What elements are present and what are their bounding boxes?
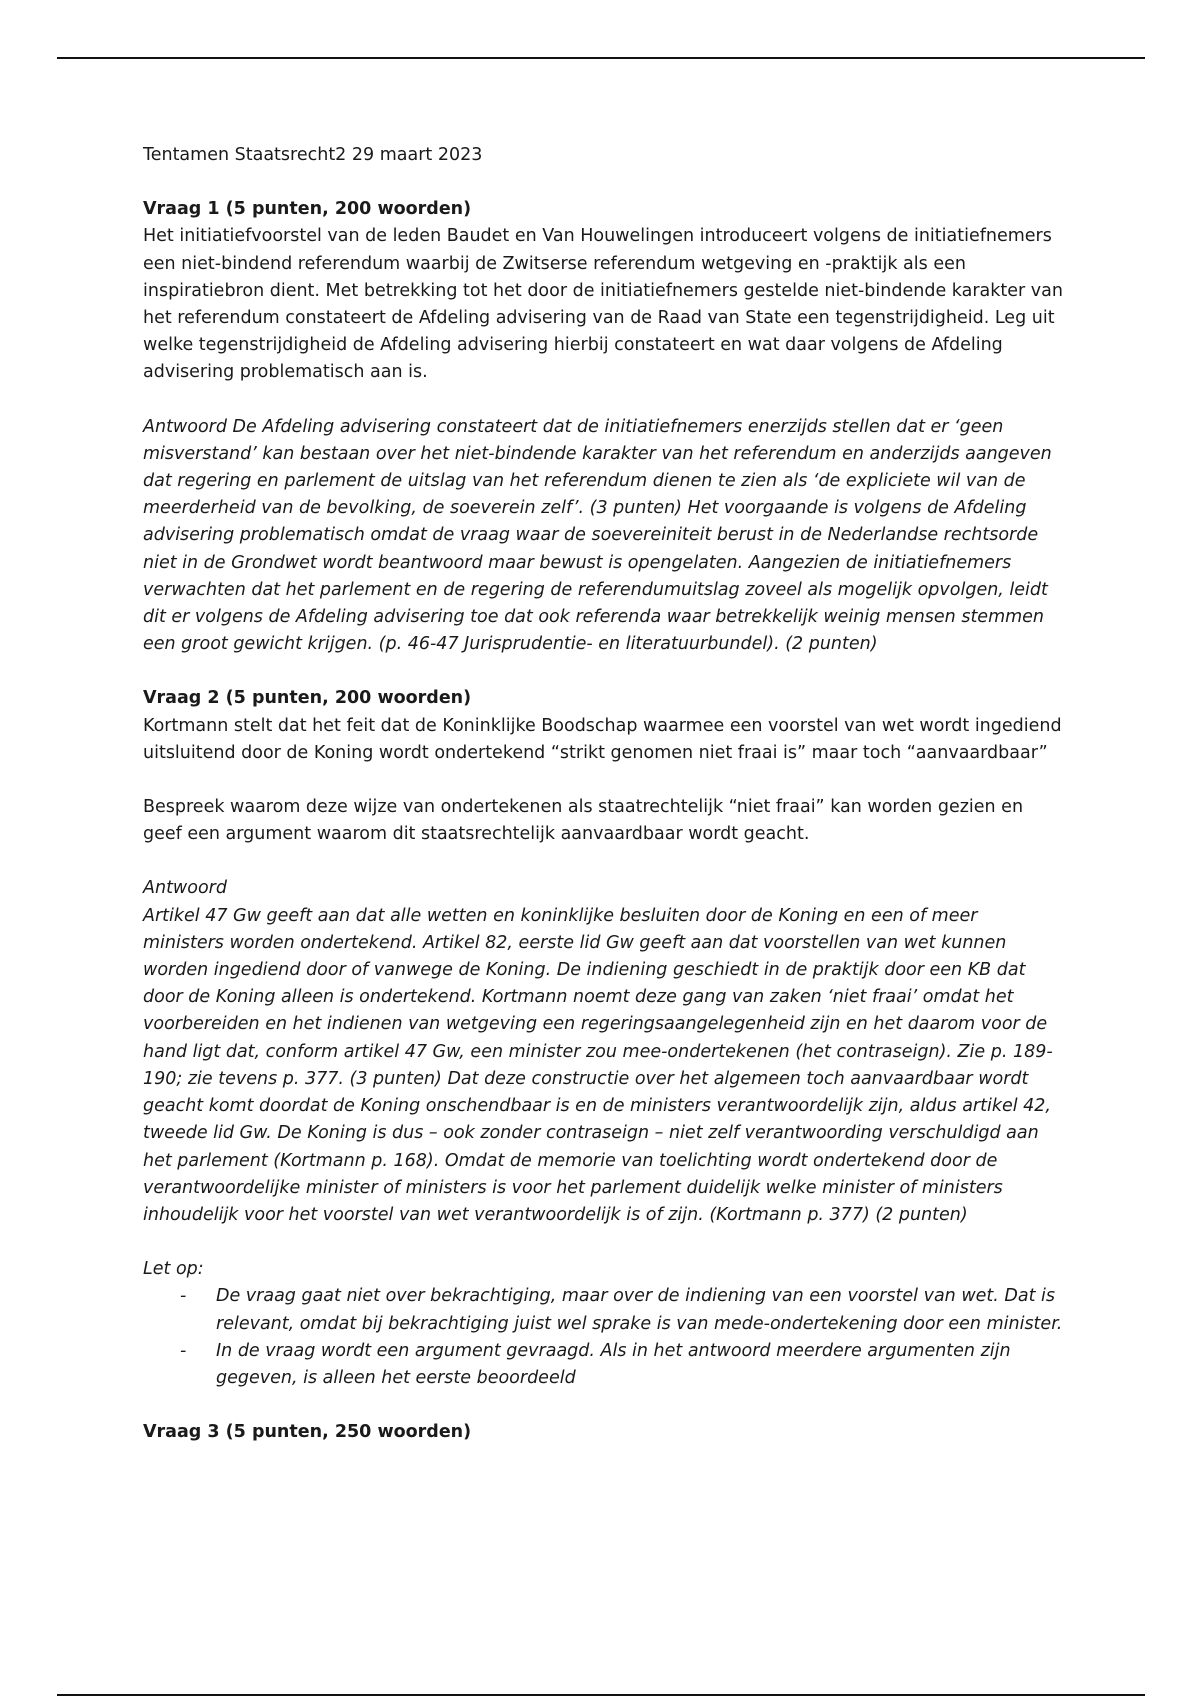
bullet-dash: - [180, 1286, 187, 1307]
question-3-heading: Vraag 3 (5 punten, 250 woorden) [143, 1422, 472, 1443]
question-2-answer: Artikel 47 Gw geeft aan dat alle wetten en koninklijke besluiten door de Koning en een of meer ministers worden ondertekend. Artikel 82, eerste lid Gw geeft aan dat voorstellen van wet kunnen worden ingediend door of vanwege de Koning. De indiening geschiedt in de praktijk door een KB dat door de Koning alleen is ondertekend. Kortmann noemt deze gang van zaken ‘niet fraai’ omdat het voorbereiden en het indienen van wetgeving een regeringsaangelegenheid zijn en het daarom voor de hand ligt dat, conform artikel 47 Gw, een minister zou mee-ondertekenen (het contraseign). Zie p. 189-190; zie tevens p. 377. (3 punten) Dat deze constructie over het algemeen toch aanvaardbaar wordt geacht komt doordat de Koning onschendbaar is en de ministers verantwoordelijk zijn, aldus artikel 42, tweede lid Gw. De Koning is dus – ook zonder contraseign – niet zelf verantwoording verschuldigd aan het parlement (Kortmann p. 168). Omdat de memorie van toelichting wordt ondertekend door de verantwoordelijke minister of ministers is voor het parlement duidelijk welke minister of ministers inhoudelijk voor het voorstel van wet verantwoordelijk is of zijn. (Kortmann p. 377) (2 punten) [143, 905, 1053, 1225]
header-rule [57, 57, 1145, 59]
question-2-intro: Kortmann stelt dat het feit dat de Koninklijke Boodschap waarmee een voorstel van wet wordt ingediend uitsluitend door de Koning wordt ondertekend “strikt genomen niet fraai is” maar toch “aanvaardbaar” [143, 715, 1062, 763]
document-body [143, 142, 1063, 1446]
question-2-text: Bespreek waarom deze wijze van ondertekenen als staatrechtelijk “niet fraai” kan worden gezien en geef een argument waarom dit staatsrechtelijk aanvaardbaar wordt geacht. [143, 797, 1024, 845]
note-item [143, 1338, 1063, 1392]
question-2-answer-label: Antwoord [143, 878, 227, 899]
note-text: In de vraag wordt een argument gevraagd. Als in het antwoord meerdere argumenten zijn gegeven, is alleen het eerste beoordeeld [216, 1340, 1011, 1388]
note-item [143, 1283, 1063, 1337]
document-title: Tentamen Staatsrecht2 29 maart 2023 [143, 145, 483, 165]
footer-rule [57, 1694, 1145, 1696]
bullet-dash: - [180, 1340, 187, 1361]
note-label: Let op: [143, 1259, 204, 1280]
note-list [143, 1283, 1063, 1392]
question-2-heading: Vraag 2 (5 punten, 200 woorden) [143, 688, 472, 709]
question-1-heading: Vraag 1 (5 punten, 200 woorden) [143, 199, 472, 220]
question-1-answer: Antwoord De Afdeling advisering constateert dat de initiatiefnemers enerzijds stellen dat er ‘geen misverstand’ kan bestaan over het niet-bindende karakter van het referendum en anderzijds aangeven dat regering en parlement de uitslag van het referendum dienen te zien als ‘de expliciete wil van de meerderheid van de bevolking, de soeverein zelf’. (3 punten) Het voorgaande is volgens de Afdeling advisering problematisch omdat de vraag waar de soevereiniteit berust in de Nederlandse rechtsorde niet in de Grondwet wordt beantwoord maar bewust is opengelaten. Aangezien de initiatiefnemers verwachten dat het parlement en de regering de referendumuitslag zoveel als mogelijk opvolgen, leidt dit er volgens de Afdeling advisering toe dat ook referenda waar betrekkelijk weinig mensen stemmen een groot gewicht krijgen. (p. 46-47 Jurisprudentie- en literatuurbundel). (2 punten) [143, 416, 1052, 655]
question-1-text: Het initiatiefvoorstel van de leden Baudet en Van Houwelingen introduceert volgens de initiatiefnemers een niet-bindend referendum waarbij de Zwitserse referendum wetgeving en -praktijk als een inspiratiebron dient. Met betrekking tot het door de initiatiefnemers gestelde niet-bindende karakter van het referendum constateert de Afdeling advisering van de Raad van State een tegenstrijdigheid. Leg uit welke tegenstrijdigheid de Afdeling advisering hierbij constateert en wat daar volgens de Afdeling advisering problematisch aan is. [143, 226, 1063, 383]
note-text: De vraag gaat niet over bekrachtiging, maar over de indiening van een voorstel van wet. Dat is relevant, omdat bij bekrachtiging juist wel sprake is van mede-ondertekening door een minister. [216, 1286, 1063, 1334]
